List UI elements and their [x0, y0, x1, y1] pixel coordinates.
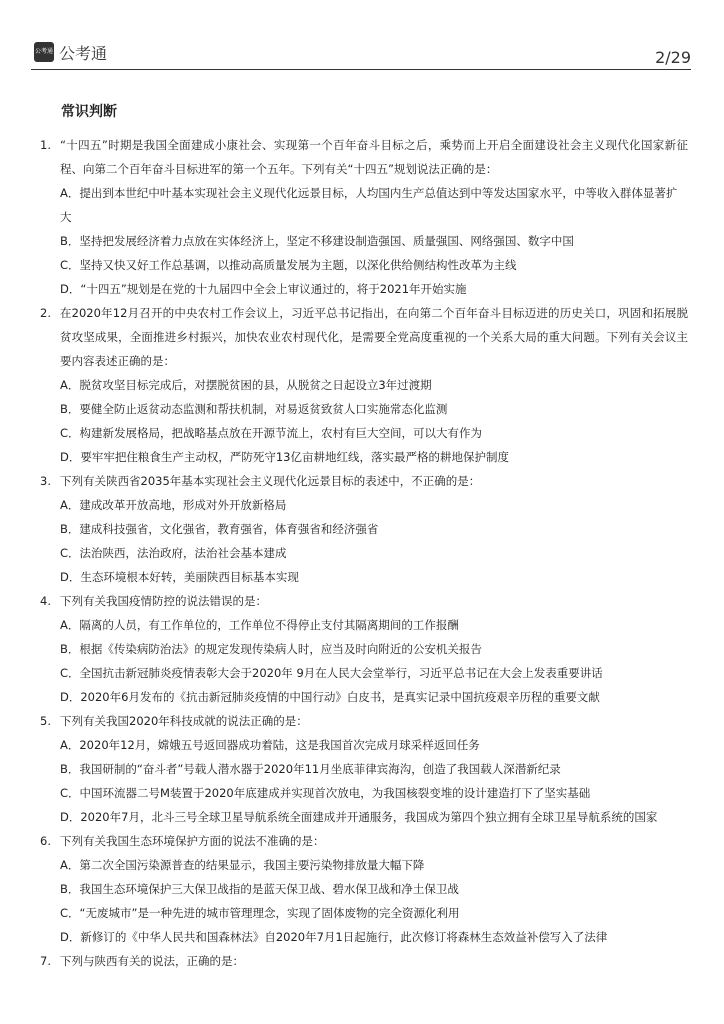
question-block [40, 469, 688, 589]
answer-option: D．新修订的《中华人民共和国森林法》自2020年7月1日起施行，此次修订将森林生态效益补偿写入了法律 [60, 930, 608, 944]
answer-option: B．要健全防止返贫动态监测和帮扶机制，对易返贫致贫人口实施常态化监测 [60, 402, 448, 416]
question-stem [40, 709, 688, 733]
answer-option: D．生态环境根本好转，美丽陕西目标基本实现 [60, 570, 299, 584]
question-stem [40, 301, 688, 373]
question-stem [40, 829, 688, 853]
answer-option: D．2020年6月发布的《抗击新冠肺炎疫情的中国行动》白皮书，是真实记录中国抗疫艰辛历程的重要文献 [60, 690, 600, 704]
question-text: 下列与陕西有关的说法，正确的是： [60, 954, 244, 968]
answer-option: A．2020年12月，嫦娥五号返回器成功着陆，这是我国首次完成月球采样返回任务 [60, 738, 480, 752]
answer-option: C．“无废城市”是一种先进的城市管理理念，实现了固体废物的完全资源化利用 [60, 906, 460, 920]
question-number: 1. [40, 138, 51, 152]
answer-option: B．我国研制的“奋斗者”号载人潜水器于2020年11月坐底菲律宾海沟，创造了我国载人深潜新纪录 [60, 762, 561, 776]
answer-option: D．2020年7月，北斗三号全球卫星导航系统全面建成并开通服务，我国成为第四个独立拥有全球卫星导航系统的国家 [60, 810, 658, 824]
question-text: 在2020年12月召开的中央农村工作会议上，习近平总书记指出，在向第二个百年奋斗目标迈进的历史关口，巩固和拓展脱贫攻坚成果，全面推进乡村振兴，加快农业农村现代化，是需要全党高度重视的一个关系大局的重大问题。下列有关会议主要内容表述正确的是： [60, 306, 688, 368]
question-block [40, 301, 688, 469]
question-block [40, 829, 688, 949]
question-stem [40, 133, 688, 181]
question-block [40, 949, 688, 973]
question-stem [40, 469, 688, 493]
answer-option: D．要牢牢把住粮食生产主动权，严防死守13亿亩耕地红线，落实最严格的耕地保护制度 [60, 450, 509, 464]
question-number: 6. [40, 834, 51, 848]
page-number: 2/29 [655, 48, 691, 67]
answer-option: C．法治陕西，法治政府，法治社会基本建成 [60, 546, 287, 560]
question-number: 2. [40, 306, 51, 320]
answer-option: A．第二次全国污染源普查的结果显示，我国主要污染物排放量大幅下降 [60, 858, 425, 872]
question-number: 4. [40, 594, 51, 608]
question-stem [40, 949, 688, 973]
answer-option: B．建成科技强省，文化强省，教育强省，体育强省和经济强省 [60, 522, 379, 536]
question-text: “十四五”时期是我国全面建成小康社会、实现第一个百年奋斗目标之后，乘势而上开启全面建设社会主义现代化国家新征程、向第二个百年奋斗目标进军的第一个五年。下列有关“十四五”规划说法正确的是： [60, 138, 688, 176]
answer-option: A．隔离的人员，有工作单位的，工作单位不得停止支付其隔离期间的工作报酬 [60, 618, 459, 632]
brand-name: 公考通 [59, 43, 108, 63]
question-number: 3. [40, 474, 51, 488]
question-block [40, 133, 688, 301]
question-block [40, 589, 688, 709]
question-stem [40, 589, 688, 613]
answer-option: C．构建新发展格局，把战略基点放在开源节流上，农村有巨大空间，可以大有作为 [60, 426, 483, 440]
answer-option: B．坚持把发展经济着力点放在实体经济上，坚定不移建设制造强国、质量强国、网络强国、数字中国 [60, 234, 574, 248]
header-divider [31, 69, 691, 70]
question-number: 7. [40, 954, 51, 968]
section-title: 常识判断 [61, 104, 117, 120]
answer-option: A．提出到本世纪中叶基本实现社会主义现代化远景目标，人均国内生产总值达到中等发达国家水平，中等收入群体显著扩大 [60, 186, 678, 224]
question-text: 下列有关我国生态环境保护方面的说法不准确的是： [60, 834, 325, 848]
answer-option: A．建成改革开放高地，形成对外开放新格局 [60, 498, 287, 512]
brand-logo [34, 40, 107, 64]
page-header [0, 0, 724, 70]
logo-badge-icon: 公考通 [34, 42, 54, 62]
answer-option: C．中国环流器二号M装置于2020年底建成并实现首次放电，为我国核裂变堆的设计建造打下了坚实基础 [60, 786, 591, 800]
answer-option: C．全国抗击新冠肺炎疫情表彰大会于2020年 9月在人民大会堂举行，习近平总书记在大会上发表重要讲话 [60, 666, 603, 680]
answer-option: C．坚持又快又好工作总基调，以推动高质量发展为主题，以深化供给侧结构性改革为主线 [60, 258, 517, 272]
question-text: 下列有关陕西省2035年基本实现社会主义现代化远景目标的表述中，不正确的是： [60, 474, 481, 488]
question-text: 下列有关我国2020年科技成就的说法正确的是： [60, 714, 308, 728]
answer-option: A．脱贫攻坚目标完成后，对摆脱贫困的县，从脱贫之日起设立3年过渡期 [60, 378, 432, 392]
answer-option: B．根据《传染病防治法》的规定发现传染病人时，应当及时向附近的公安机关报告 [60, 642, 482, 656]
answer-option: B．我国生态环境保护三大保卫战指的是蓝天保卫战、碧水保卫战和净土保卫战 [60, 882, 459, 896]
question-text: 下列有关我国疫情防控的说法错误的是： [60, 594, 267, 608]
answer-option: D．“十四五”规划是在党的十九届四中全会上审议通过的，将于2021年开始实施 [60, 282, 467, 296]
question-list [40, 133, 688, 973]
question-block [40, 709, 688, 829]
question-number: 5. [40, 714, 51, 728]
